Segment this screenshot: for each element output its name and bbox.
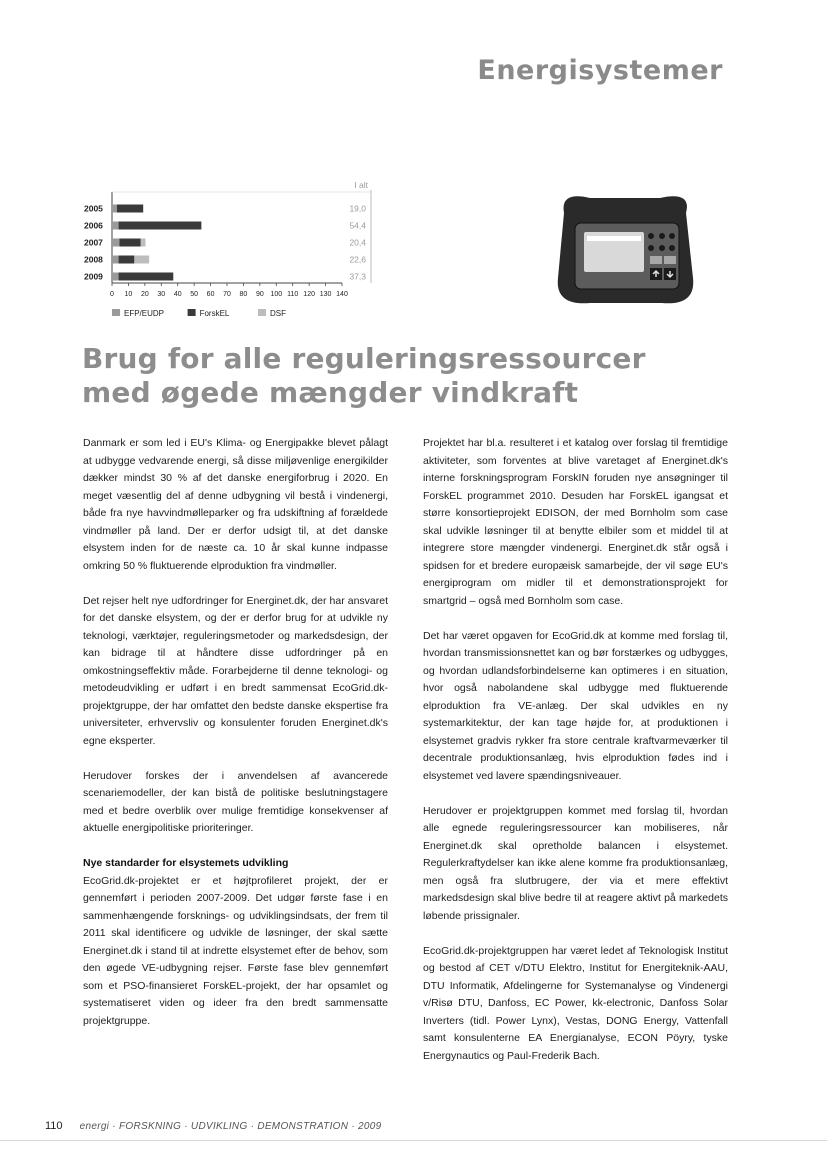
x-tick-label: 10 <box>124 291 133 298</box>
total-value: 22,6 <box>349 254 366 265</box>
smart-meter-illustration <box>550 188 700 313</box>
bar-segment-forskel <box>119 222 202 230</box>
headline-line-1: Brug for alle reguleringsressourcer <box>82 342 646 375</box>
bar-segment-efp-eudp <box>112 222 119 230</box>
paragraph: Herudover forskes der i anvendelsen af avancerede scenariemodeller, der kan bistå de politiske beslutningstagere med et bedre overblik over mulige fremtidige konsekvenser af aktuelle energipolitiske prioriteringer. <box>83 769 388 834</box>
paragraph: Herudover er projektgruppen kommet med forslag til, hvordan alle egnede reguleringsressourcer kan mobiliseres, når Energinet.dk skal opretholde balancen i elsystemet. Regulerkraftydelser kan ikke alene komme fra produktionsanlæg, men også fra slutbrugere, der via et mere effektivt markedsdesign skal blive bedre til at reagere aktivt på markedets løbende prissignaler. <box>423 804 728 922</box>
paragraph: Danmark er som led i EU's Klima- og Energipakke blevet pålagt at udbygge vedvarende energi, så disse miljøvenlige energikilder dækker mindst 30 % af det danske energiforbrug i 2020. En meget væsentlig del af denne udbygning vil bestå i vindenergi, både fra nye havvindmølleparker og fra udskiftning af forældede vindmøller på land. Der er derfor udsigt til, at det danske elsystem inden for de næste ca. 10 år skal kunne indpasse omkring 50 % fluktuerende elproduktion fra vindmøller. <box>83 437 388 572</box>
bottom-rule <box>0 1140 827 1141</box>
total-value: 54,4 <box>349 220 366 231</box>
x-tick-label: 70 <box>223 291 231 298</box>
bar-segment-forskel <box>119 273 174 281</box>
page-number: 110 <box>45 1120 63 1132</box>
article-headline <box>82 342 646 410</box>
bar-segment-dsf <box>141 239 146 247</box>
left-column <box>83 435 388 1048</box>
page-footer <box>45 1120 382 1132</box>
x-tick-label: 30 <box>157 291 166 298</box>
category-label: 2005 <box>84 203 103 214</box>
paragraph: EcoGrid.dk-projektet er et højtprofileret projekt, der er gennemført i perioden 2007-2009. Det udgør første fase i en sammenhængende forsknings- og udviklingsindsats, der frem til 2011 skal identificere og udvikle de løsninger, der skal sætte Energinet.dk i stand til at indrette elsystemet efter de behov, som den øgede VE-udbygning rejser. Første fase blev gennemført som et PSO-finansieret ForskEL-projekt, der har opsamlet og systematiseret viden og ideer fra den bredt sammensatte projektgruppe. <box>83 874 388 1027</box>
x-tick-label: 130 <box>319 291 332 298</box>
bar-segment-forskel <box>119 256 135 264</box>
category-label: 2009 <box>84 271 103 282</box>
legend-label: EFP/EUDP <box>124 309 165 317</box>
x-tick-label: 40 <box>173 291 182 298</box>
bar-segment-forskel <box>119 239 140 247</box>
x-tick-label: 20 <box>140 291 149 298</box>
category-label: 2006 <box>84 220 103 231</box>
x-tick-label: 90 <box>255 291 264 298</box>
legend-label: DSF <box>270 309 286 317</box>
legend-swatch <box>258 309 266 316</box>
total-value: 20,4 <box>349 237 366 248</box>
category-label: 2008 <box>84 254 103 265</box>
legend-swatch <box>188 309 196 316</box>
bar-segment-efp-eudp <box>112 256 119 264</box>
section-title: Energisystemer <box>477 55 723 86</box>
bar-segment-efp-eudp <box>112 273 119 281</box>
x-tick-label: 100 <box>270 291 283 298</box>
bar-segment-forskel <box>117 205 143 213</box>
x-tick-label: 140 <box>336 291 348 298</box>
paragraph: Projektet har bl.a. resulteret i et katalog over forslag til fremtidige aktiviteter, som forventes at blive varetaget af Energinet.dk's interne forskningsprogram ForskIN foruden nye ansøgninger til ForskEL programmet 2010. Desuden har ForskEL igangsat et større konsortieprojekt EDISON, der med Bornholm som case skal udvikle løsninger til at benytte elbiler som et middel til at integrere store mængder vindenergi. Energinet.dk står også i spidsen for et bredere europæisk samarbejde, der vil søge EU's energiprogram om midler til et demonstrationsprojekt for smartgrid – også med Bornholm som case. <box>423 437 728 607</box>
legend-swatch <box>112 309 120 316</box>
x-tick-label: 50 <box>190 291 199 298</box>
x-tick-label: 120 <box>303 291 315 298</box>
x-tick-label: 110 <box>287 291 299 298</box>
category-label: 2007 <box>84 237 103 248</box>
bar-segment-efp-eudp <box>112 205 117 213</box>
funding-bar-chart <box>74 172 374 317</box>
paragraph: EcoGrid.dk-projektgruppen har været ledet af Teknologisk Institut og bestod af CET v/DTU Elektro, Institut for Energiteknik-AAU, DTU Informatik, Afdelingerne for Systemanalyse og Vindenergi v/Risø DTU, Danfoss, EC Power, kk-electronic, Danfoss Solar Inverters (tidl. Power Lynx), Vestas, DONG Energy, Vattenfall samt konsulenterne EA Energianalyse, ECON Pöyry, tyske Energynautics og Paul-Frederik Bach. <box>423 944 728 1062</box>
paragraph: Det har været opgaven for EcoGrid.dk at komme med forslag til, hvordan transmissionsnettet kan og bør forstærkes og udbygges, og hvordan udlandsforbindelserne kan optimeres i en situation, hvor også nabolandene skal udbygge med fluktuerende elproduktion fra VE-anlæg. Der skal udvikles en ny systemarkitektur, der kan tage højde for, at produktionen i elsystemet gradvis rykker fra store centrale kraftvarmeværker til decentrale produktionsanlæg, hvis elproduktion fødes ind i elsystemet ved lavere spændingsniveauer. <box>423 629 728 782</box>
paragraph: Det rejser helt nye udfordringer for Energinet.dk, der har ansvaret for det danske elsystem, og der er derfor brug for at udvikle ny teknologi, værktøjer, reguleringsmetoder og markedsdesign, der kan bidrage til at håndtere disse udfordringer på en omkostningseffektiv måde. Forarbejderne til denne teknologi- og metodeudvikling er udført i en bredt sammensat EcoGrid.dk-projektgruppe, der har omfattet den bedste danske ekspertise fra universiteter, erhvervsliv og konsulenter foruden Energinet.dk's egne eksperter. <box>83 594 388 747</box>
x-tick-label: 0 <box>110 291 114 298</box>
totals-header: I alt <box>354 180 368 190</box>
bar-segment-dsf <box>134 256 149 264</box>
total-value: 19,0 <box>349 203 366 214</box>
subheading: Nye standarder for elsystemets udvikling <box>83 857 289 869</box>
headline-line-2: med øgede mængder vindkraft <box>82 376 579 409</box>
x-tick-label: 60 <box>206 291 215 298</box>
x-tick-label: 80 <box>239 291 248 298</box>
publication-title: energi · FORSKNING · UDVIKLING · DEMONSTRATION · 2009 <box>79 1121 382 1132</box>
right-column <box>423 435 728 1083</box>
legend-label: ForskEL <box>199 309 230 317</box>
bar-segment-efp-eudp <box>112 239 119 247</box>
total-value: 37,3 <box>349 271 366 282</box>
